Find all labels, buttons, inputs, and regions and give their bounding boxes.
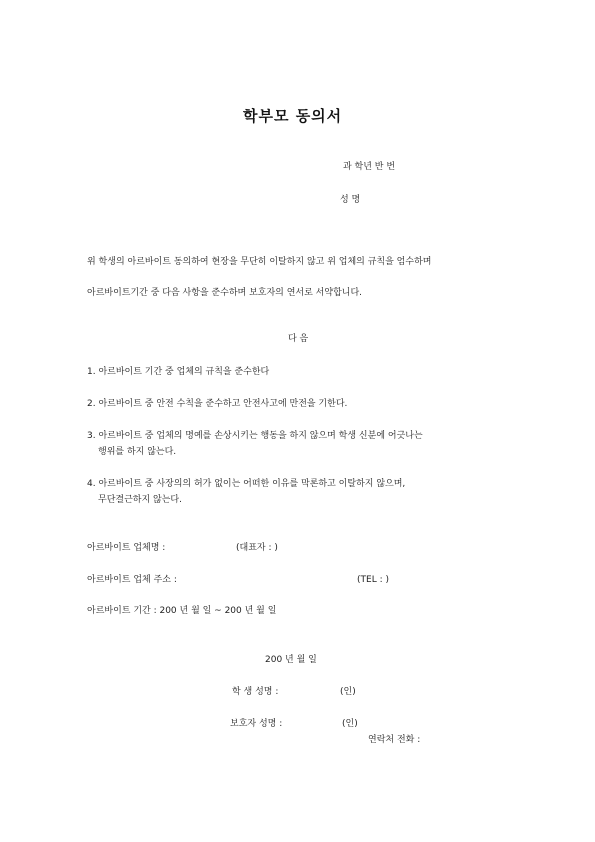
rule-2-line-1: 2. 아르바이트 중 안전 수칙을 준수하고 안전사고에 만전을 기한다. [87,399,348,409]
section-heading: 다 음 [288,334,309,344]
student-name-line: 성 명 [340,195,361,205]
intro-line-2: 아르바이트기간 중 다음 사항을 준수하며 보호자의 연서로 서약합니다. [87,288,363,298]
rule-4-line-1: 4. 아르바이트 중 사장의의 허가 없이는 어떠한 이유를 막론하고 이탈하지 않으며, [87,479,406,489]
student-class-line: 과 학년 반 번 [343,162,396,172]
guardian-seal-mark: (인) [342,719,358,729]
signature-date: 200 년 월 일 [265,655,317,665]
company-tel-label: (TEL : ) [357,575,389,585]
rule-3-line-2: 행위를 하지 않는다. [98,447,177,457]
company-address-label: 아르바이트 업체 주소 : [87,575,177,585]
company-rep-label: (대표자 : ) [236,543,278,553]
rule-3-line-1: 3. 아르바이트 중 업체의 명예를 손상시키는 행동을 하지 않으며 학생 신분에 어긋나는 [87,431,423,441]
rule-4-line-2: 무단결근하지 않는다. [98,495,182,505]
student-seal-mark: (인) [340,687,356,697]
contact-phone-label: 연락처 전화 : [368,735,421,745]
rule-1-line-1: 1. 아르바이트 기간 중 업체의 규칙을 준수한다 [87,367,270,377]
intro-line-1: 위 학생의 아르바이트 동의하여 현장을 무단히 이탈하지 않고 위 업체의 규칙을 엄수하며 [87,257,432,267]
student-signature-label: 학 생 성명 : [232,687,279,697]
company-name-label: 아르바이트 업체명 : [87,543,166,553]
document-title: 학부모 동의서 [243,107,343,125]
work-period-label: 아르바이트 기간 : 200 년 월 일 ~ 200 년 월 일 [87,606,277,616]
guardian-signature-label: 보호자 성명 : [230,719,283,729]
